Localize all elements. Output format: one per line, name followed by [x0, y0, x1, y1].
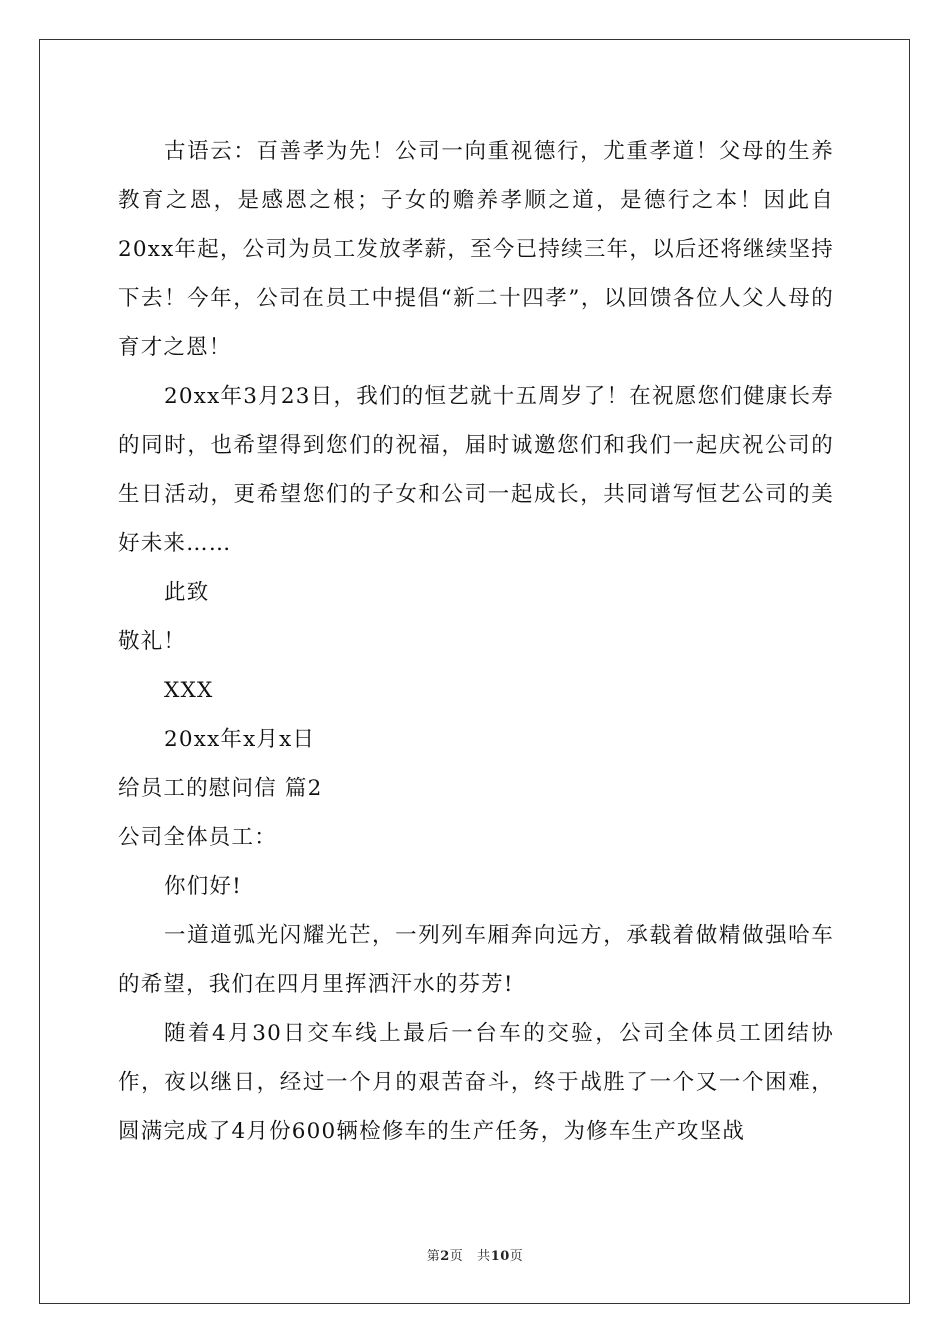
section-title: 给员工的慰问信 篇2	[118, 776, 323, 801]
paragraph-achievement: 随着4月30日交车线上最后一台车的交验，公司全体员工团结协作，夜以继日，经过一个月的艰苦奋斗，终于战胜了一个又一个困难，圆满完成了4月份600辆检修车的生产任务，为修车生产攻坚战	[118, 1021, 834, 1144]
paragraph-opening: 一道道弧光闪耀光芒，一列列车厢奔向远方，承载着做精做强哈车的希望，我们在四月里挥洒汗水的芬芳!	[118, 923, 834, 997]
page-prefix: 第	[426, 1249, 441, 1264]
letter-greeting: 你们好!	[164, 874, 242, 899]
letter-recipient: 公司全体员工：	[118, 825, 277, 850]
paragraph-intro: 古语云：百善孝为先！公司一向重视德行，尤重孝道！父母的生养教育之恩，是感恩之根；子女的赡养孝顺之道，是德行之本！因此自20xx年起，公司为员工发放孝薪，至今已持续三年，以后还将继续坚持下去！今年，公司在员工中提倡“新二十四孝”，以回馈各位人父人母的育才之恩！	[118, 139, 834, 360]
signature-date: 20xx年x月x日	[164, 727, 316, 752]
closing-respect: 敬礼！	[118, 629, 187, 654]
total-prefix: 共	[477, 1249, 491, 1264]
total-suffix: 页	[509, 1249, 524, 1264]
document-body	[118, 127, 834, 1156]
page-suffix: 页	[449, 1249, 464, 1264]
page-number: 2	[440, 1249, 450, 1264]
closing-salutation: 此致	[164, 580, 210, 605]
total-pages: 10	[490, 1249, 510, 1264]
page-footer	[0, 1247, 950, 1267]
signature-name: XXX	[164, 678, 214, 703]
paragraph-anniversary: 20xx年3月23日，我们的恒艺就十五周岁了！在祝愿您们健康长寿的同时，也希望得到您们的祝福，届时诚邀您们和我们一起庆祝公司的生日活动，更希望您们的子女和公司一起成长，共同谱写恒艺公司的美好未来……	[118, 384, 834, 556]
